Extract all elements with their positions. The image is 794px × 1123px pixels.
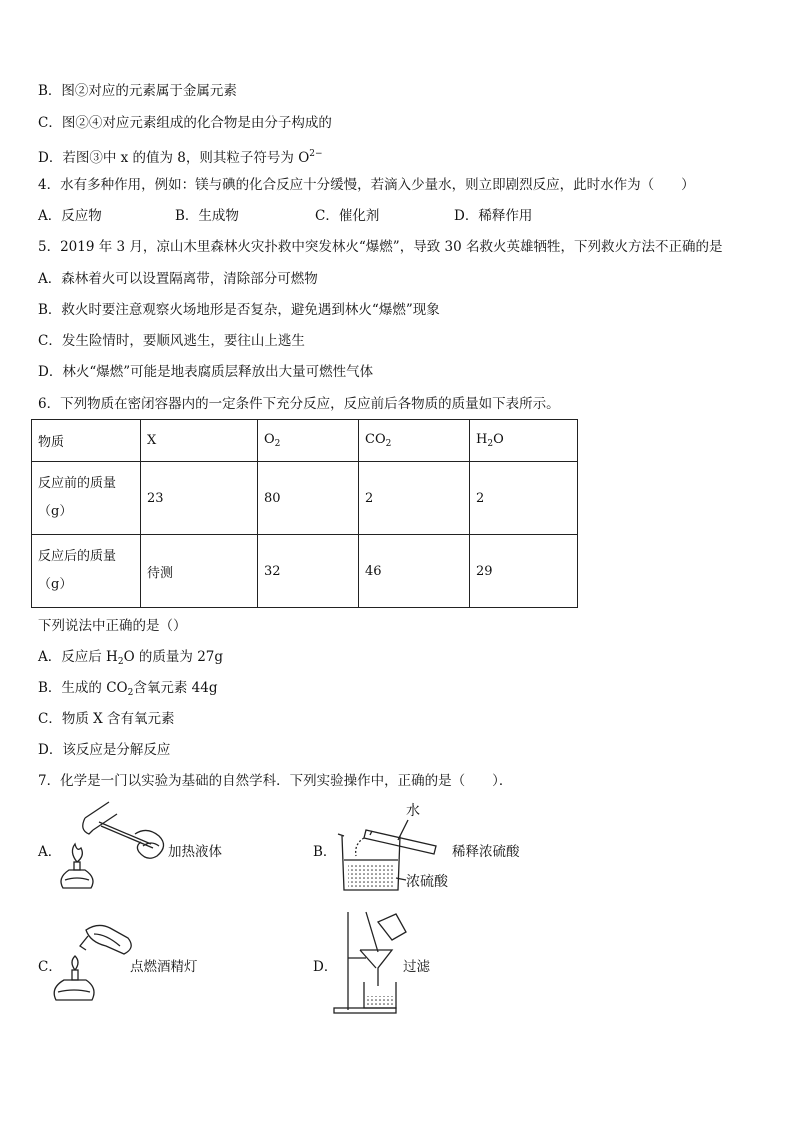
q5-stem: 5．2019 年 3 月，凉山木里森林火灾扑救中突发林火“爆燃”，导致 30 名救火英雄牺牲，下列救火方法不正确的是 — [38, 239, 723, 255]
q7-option-a-letter: A． — [38, 844, 62, 860]
q6-option-d: D．该反应是分解反应 — [38, 742, 171, 758]
q6-stem: 6．下列物质在密闭容器内的一定条件下充分反应，反应前后各物质的质量如下表所示。 — [38, 396, 560, 412]
q6-prompt: 下列说法中正确的是（） — [38, 618, 187, 634]
q6-option-c: C．物质 X 含有氧元素 — [38, 711, 175, 727]
cell-after-o2: 32 — [258, 535, 359, 608]
row-after-label: 反应后的质量 （g） — [32, 535, 141, 608]
q7-option-c-letter: C． — [38, 959, 62, 975]
lighting-lamp-figure — [50, 922, 135, 1006]
table-row-after — [32, 535, 578, 608]
cell-after-x: 待测 — [141, 535, 258, 608]
q4-option-a: A．反应物 — [38, 208, 102, 224]
q7-option-b-water: 水 — [406, 803, 420, 819]
q5-option-a: A．森林着火可以设置隔离带，清除部分可燃物 — [38, 271, 318, 287]
q6-option-a: A．反应后 $H_2O$ 的质量为 27g — [38, 649, 224, 667]
q7-option-a-label: 加热液体 — [168, 844, 222, 860]
q3-option-d-text: D．若图③中 x 的值为 8，则其粒子符号为 O — [38, 150, 310, 166]
cell-after-h2o: 29 — [470, 535, 578, 608]
filtration-figure — [330, 906, 408, 1016]
q7-option-d-label: 过滤 — [403, 959, 430, 975]
header-o2: $O_2$ — [258, 420, 359, 462]
header-substance: 物质 — [32, 420, 141, 462]
q4-options — [38, 207, 532, 225]
q5-option-c: C．发生险情时，要顺风逃生，要往山上逃生 — [38, 333, 305, 349]
cell-before-h2o: 2 — [470, 462, 578, 535]
q6-option-b: B．生成的 $CO_2$含氧元素 44g — [38, 680, 218, 698]
table-row-before — [32, 462, 578, 535]
heating-liquid-figure — [55, 800, 170, 895]
table-header-row — [32, 420, 578, 462]
q7-option-b-letter: B． — [313, 844, 337, 860]
q5-option-d: D．林火“爆燃”可能是地表腐质层释放出大量可燃性气体 — [38, 364, 374, 380]
q7-option-c-label: 点燃酒精灯 — [130, 959, 198, 975]
q3-option-c: C．图②④对应元素组成的化合物是由分子构成的 — [38, 115, 332, 131]
q7-stem: 7．化学是一门以实验为基础的自然学科．下列实验操作中，正确的是（ ）． — [38, 773, 513, 789]
q4-stem: 4．水有多种作用，例如：镁与碘的化合反应十分缓慢，若滴入少量水，则立即剧烈反应，此时水作为（ ） — [38, 177, 695, 193]
row-before-label: 反应前的质量 （g） — [32, 462, 141, 535]
cell-before-o2: 80 — [258, 462, 359, 535]
cell-before-co2: 2 — [359, 462, 470, 535]
header-h2o: $H_2O$ — [470, 420, 578, 462]
mass-table — [31, 419, 578, 608]
q5-option-b: B．救火时要注意观察火场地形是否复杂，避免遇到林火“爆燃”现象 — [38, 302, 440, 318]
q4-option-d: D．稀释作用 — [454, 208, 533, 224]
q3-option-d — [38, 145, 323, 167]
q3-option-b: B．图②对应的元素属于金属元素 — [38, 83, 237, 99]
q7-option-b-acid: 浓硫酸 — [406, 874, 448, 890]
q7-option-b-label: 稀释浓硫酸 — [452, 844, 520, 860]
q4-option-c: C．催化剂 — [315, 208, 380, 224]
cell-after-co2: 46 — [359, 535, 470, 608]
cell-before-x: 23 — [141, 462, 258, 535]
q3-option-d-charge: 2− — [309, 149, 323, 159]
q4-option-b: B．生成物 — [175, 208, 239, 224]
header-x: X — [141, 420, 258, 462]
q7-option-d-letter: D． — [313, 959, 338, 975]
header-co2: $CO_2$ — [359, 420, 470, 462]
